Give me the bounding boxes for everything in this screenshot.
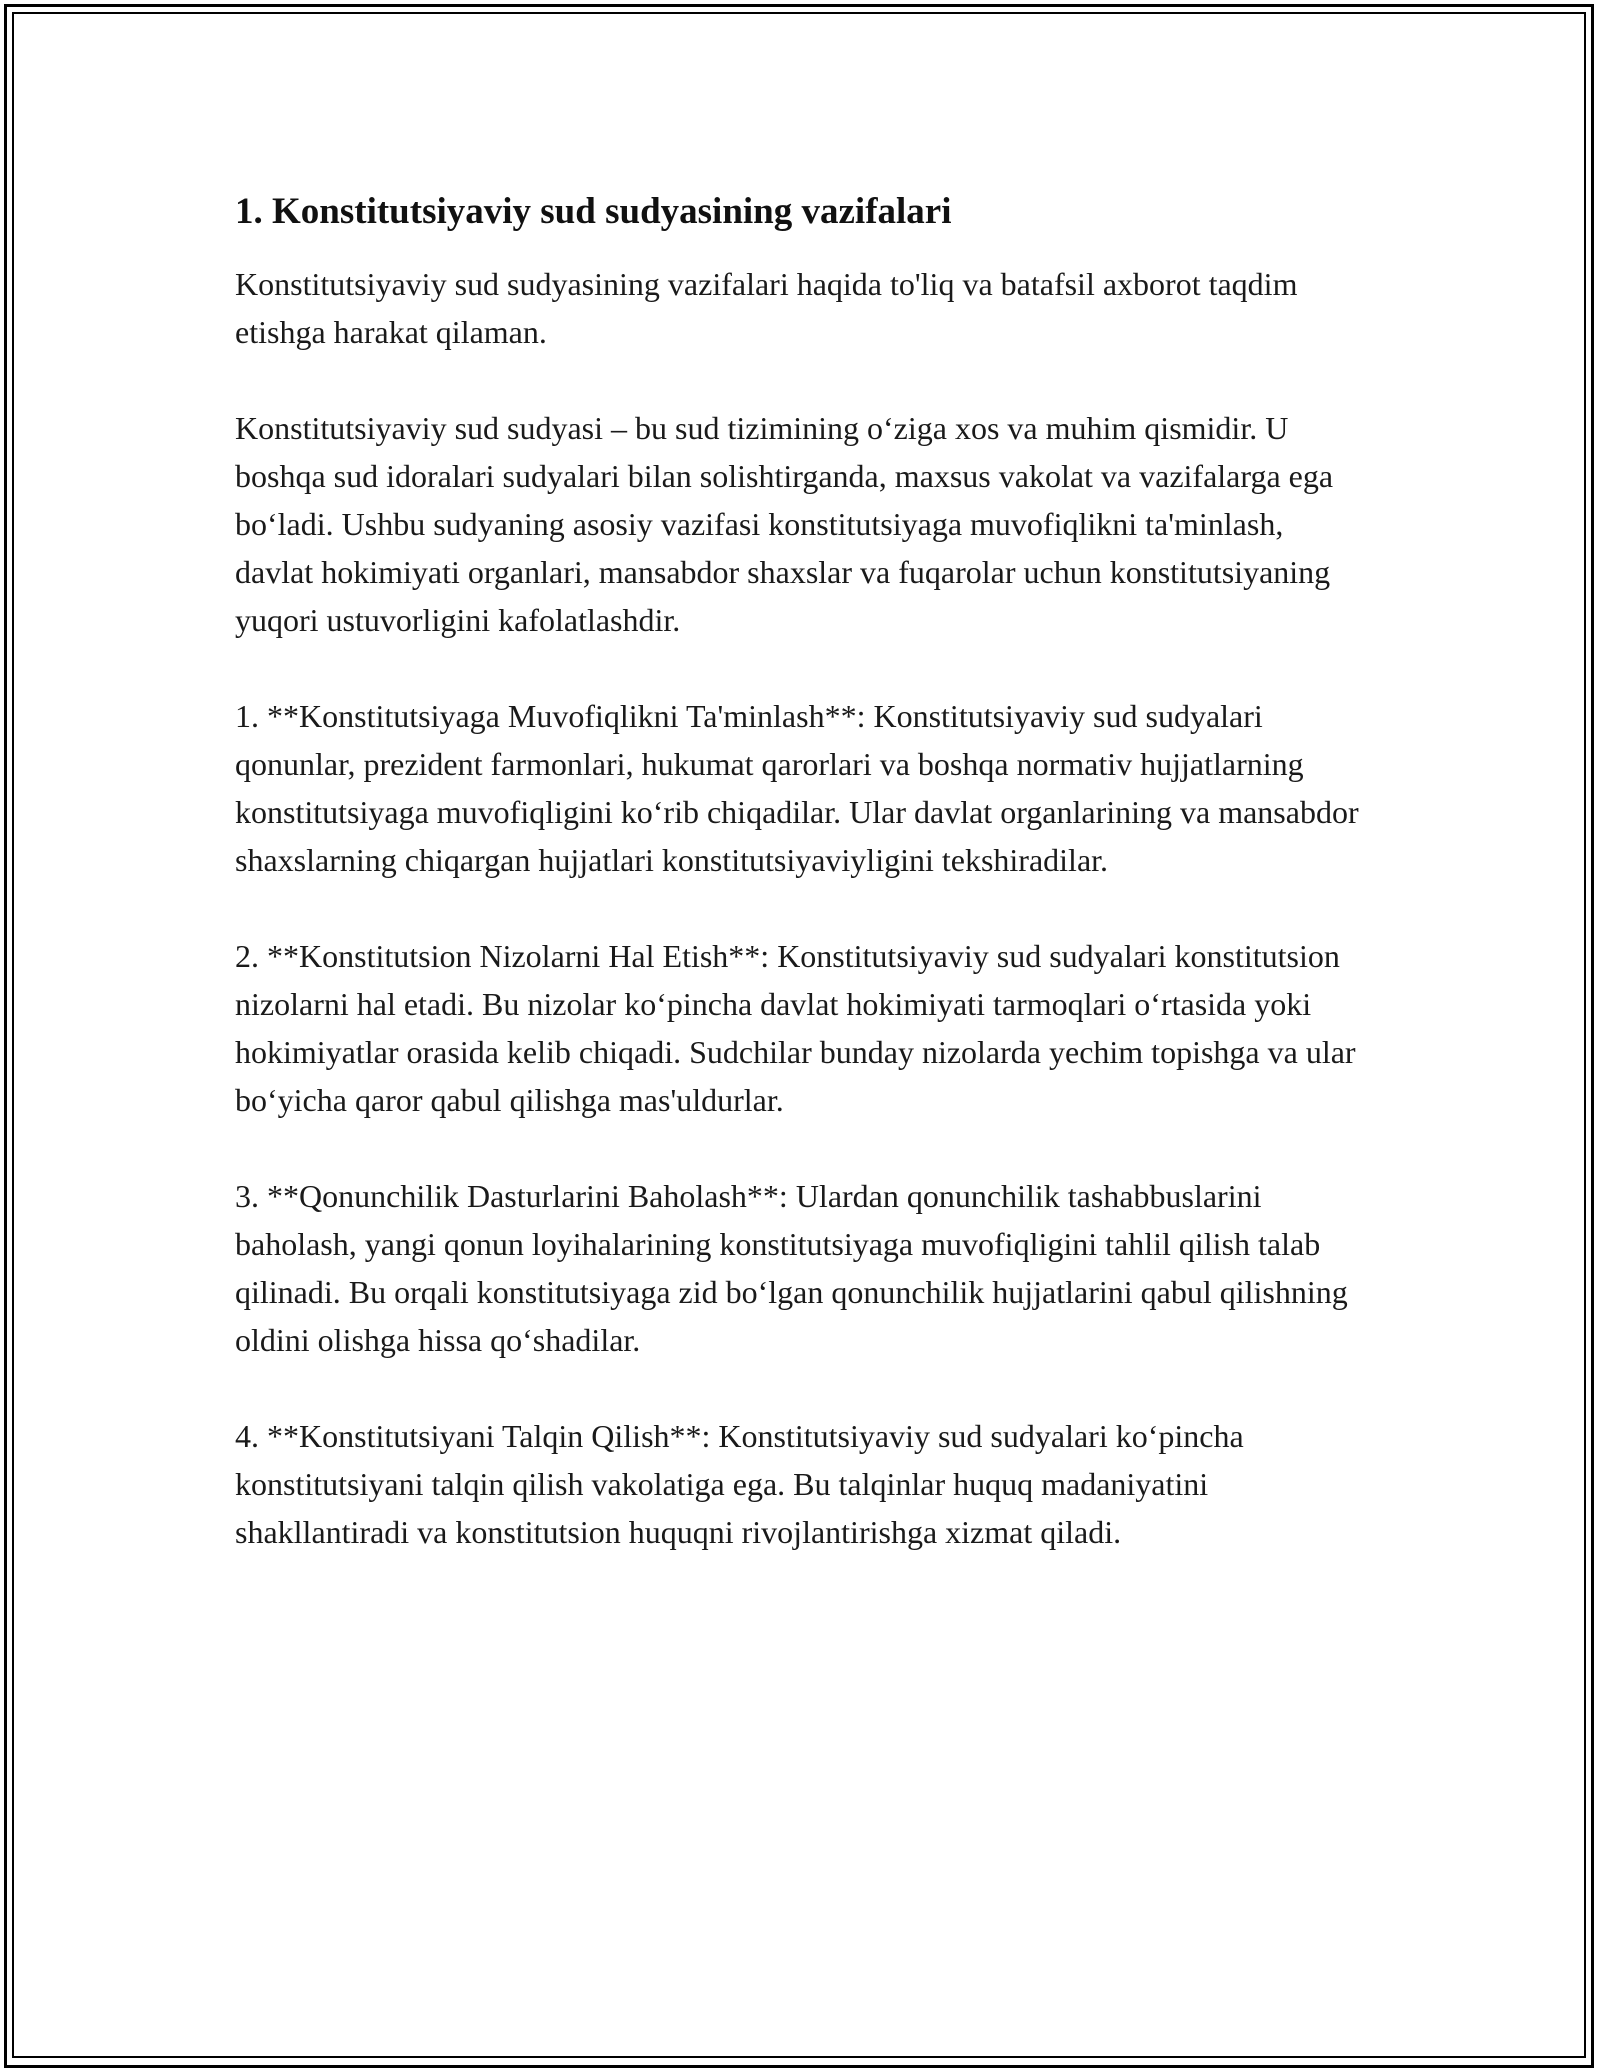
list-item-2-paragraph: 2. **Konstitutsion Nizolarni Hal Etish**: Konstitutsiyaviy sud sudyalari konstitutsion nizolarni hal etadi. Bu nizolar ko‘pincha davlat hokimiyati tarmoqlari o‘rtasida yoki hokimiyatlar orasida kelib chiqadi. Sudchilar bunday nizolarda yechim topishga va ular bo‘yicha qaror qabul qilishga mas'uldurlar. — [235, 938, 1356, 1118]
overview-paragraph: Konstitutsiyaviy sud sudyasi – bu sud tizimining o‘ziga xos va muhim qismidir. U boshqa sud idoralari sudyalari bilan solishtirganda, maxsus vakolat va vazifalarga ega bo‘ladi. Ushbu sudyaning asosiy vazifasi konstitutsiyaga muvofiqlikni ta'minlash, davlat hokimiyati organlari, mansabdor shaxslar va fuqarolar uchun konstitutsiyaning yuqori ustuvorligini kafolatlashdir. — [235, 410, 1334, 638]
document-title: 1. Konstitutsiyaviy sud sudyasining vazifalari — [235, 191, 952, 232]
list-item-3-paragraph: 3. **Qonunchilik Dasturlarini Baholash**: Ulardan qonunchilik tashabbuslarini baholash, yangi qonun loyihalarining konstitutsiyaga muvofiqligini tahlil qilish talab qilinadi. Bu orqali konstitutsiyaga zid bo‘lgan qonunchilik hujjatlarini qabul qilishning oldini olishga hissa qo‘shadilar. — [235, 1178, 1348, 1358]
intro-paragraph: Konstitutsiyaviy sud sudyasining vazifalari haqida to'liq va batafsil axborot taqdim etishga harakat qilaman. — [235, 266, 1298, 350]
list-item-4-paragraph: 4. **Konstitutsiyani Talqin Qilish**: Konstitutsiyaviy sud sudyalari ko‘pincha konstitutsiyani talqin qilish vakolatiga ega. Bu talqinlar huquq madaniyatini shakllantiradi va konstitutsion huquqni rivojlantirishga xizmat qiladi. — [235, 1418, 1244, 1550]
document-body — [235, 188, 1365, 1604]
list-item-1-paragraph: 1. **Konstitutsiyaga Muvofiqlikni Ta'minlash**: Konstitutsiyaviy sud sudyalari qonunlar, prezident farmonlari, hukumat qarorlari va boshqa normativ hujjatlarning konstitutsiyaga muvofiqligini ko‘rib chiqadilar. Ular davlat organlarining va mansabdor shaxslarning chiqargan hujjatlari konstitutsiyaviyligini tekshiradilar. — [235, 698, 1359, 878]
